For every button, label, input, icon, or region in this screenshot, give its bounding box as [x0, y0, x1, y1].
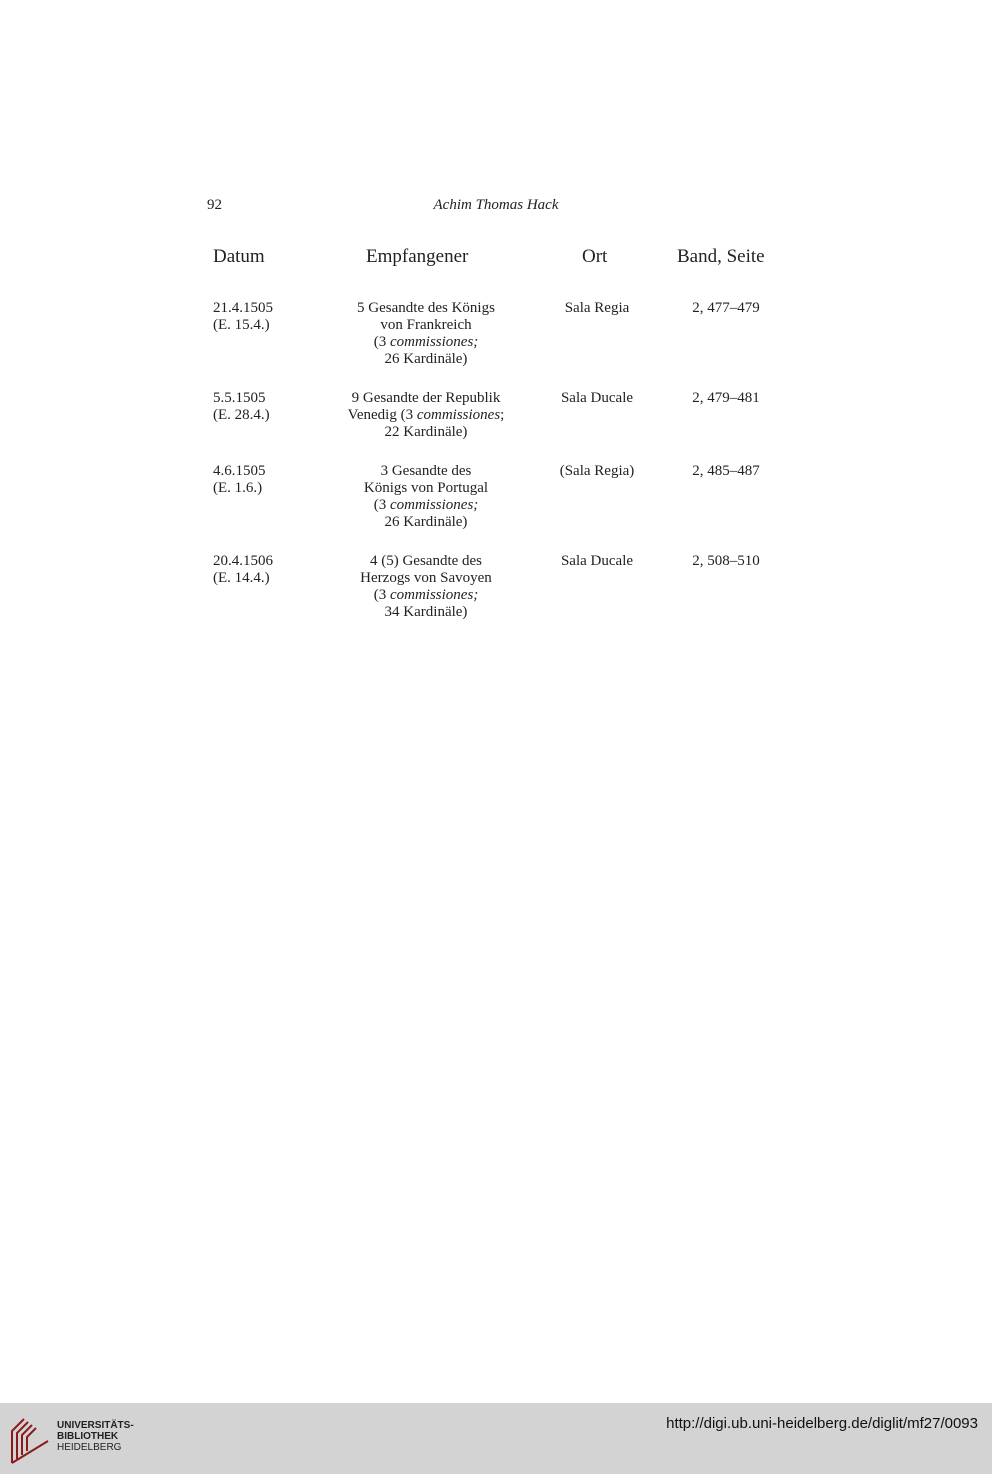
logo-line: HEIDELBERG: [57, 1442, 122, 1453]
running-head: Achim Thomas Hack: [433, 197, 559, 213]
cell-datum: [213, 553, 273, 587]
empfaenger-line: [306, 390, 546, 407]
text-segment: 26 Kardinäle): [384, 514, 468, 530]
text-segment: von Frankreich: [380, 317, 472, 333]
datum-line: (E. 14.4.): [213, 570, 270, 586]
header-empfangener: Empfangener: [366, 246, 469, 267]
empfaenger-line: [306, 570, 546, 587]
datum-line: 4.6.1505: [213, 463, 266, 479]
logo-text: [57, 1420, 134, 1453]
empfaenger-line: [306, 497, 546, 514]
text-segment: 9 Gesandte der Republik: [351, 390, 501, 406]
empfaenger-line: [306, 300, 546, 317]
footer-bar: [0, 1403, 992, 1474]
empfaenger-line: [306, 553, 546, 570]
cell-empfaenger: [306, 463, 546, 531]
cell-band-seite: 2, 508–510: [692, 553, 760, 569]
datum-line: 5.5.1505: [213, 390, 266, 406]
text-segment: (3: [373, 497, 390, 513]
header-datum: Datum: [213, 246, 265, 267]
text-segment: Herzogs von Savoyen: [360, 570, 492, 586]
header-band-seite: Band, Seite: [677, 246, 765, 267]
text-segment: Venedig (3: [347, 407, 417, 423]
italic-term: commissiones: [416, 407, 501, 423]
empfaenger-line: [306, 351, 546, 368]
text-segment: (3: [373, 334, 390, 350]
university-library-logo-icon: [8, 1413, 52, 1465]
cell-empfaenger: [306, 390, 546, 441]
datum-line: 21.4.1505: [213, 300, 273, 316]
cell-empfaenger: [306, 553, 546, 621]
empfaenger-line: [306, 463, 546, 480]
cell-band-seite: 2, 479–481: [692, 390, 760, 406]
logo-line: BIBLIOTHEK: [57, 1431, 119, 1442]
header-ort: Ort: [582, 246, 608, 267]
text-segment: 3 Gesandte des: [380, 463, 472, 479]
empfaenger-line: [306, 407, 546, 424]
datum-line: 20.4.1506: [213, 553, 273, 569]
text-segment: 4 (5) Gesandte des: [369, 553, 483, 569]
text-segment: ;: [500, 407, 505, 423]
empfaenger-line: [306, 334, 546, 351]
empfaenger-line: [306, 317, 546, 334]
text-segment: Königs von Portugal: [363, 480, 489, 496]
datum-line: (E. 1.6.): [213, 480, 263, 496]
empfaenger-line: [306, 587, 546, 604]
cell-ort: Sala Ducale: [560, 390, 634, 406]
empfaenger-line: [306, 514, 546, 531]
text-segment: 26 Kardinäle): [384, 351, 468, 367]
empfaenger-line: [306, 424, 546, 441]
italic-term: commissiones;: [389, 334, 479, 350]
cell-datum: [213, 463, 266, 497]
page-number: 92: [207, 197, 222, 213]
cell-band-seite: 2, 485–487: [692, 463, 760, 479]
cell-empfaenger: [306, 300, 546, 368]
cell-datum: [213, 300, 273, 334]
cell-ort: Sala Regia: [564, 300, 630, 316]
cell-ort: Sala Ducale: [560, 553, 634, 569]
italic-term: commissiones;: [389, 587, 479, 603]
datum-line: (E. 15.4.): [213, 317, 270, 333]
cell-band-seite: 2, 477–479: [692, 300, 760, 316]
text-segment: 5 Gesandte des Königs: [357, 300, 495, 316]
text-segment: 34 Kardinäle): [384, 604, 468, 620]
text-segment: (3: [373, 587, 390, 603]
italic-term: commissiones;: [389, 497, 479, 513]
text-segment: 22 Kardinäle): [384, 424, 468, 440]
logo-line: UNIVERSITÄTS-: [57, 1420, 134, 1431]
empfaenger-line: [306, 480, 546, 497]
source-url[interactable]: http://digi.ub.uni-heidelberg.de/diglit/mf27/0093: [666, 1415, 978, 1432]
cell-datum: [213, 390, 270, 424]
empfaenger-line: [306, 604, 546, 621]
datum-line: (E. 28.4.): [213, 407, 270, 423]
cell-ort: (Sala Regia): [559, 463, 635, 479]
